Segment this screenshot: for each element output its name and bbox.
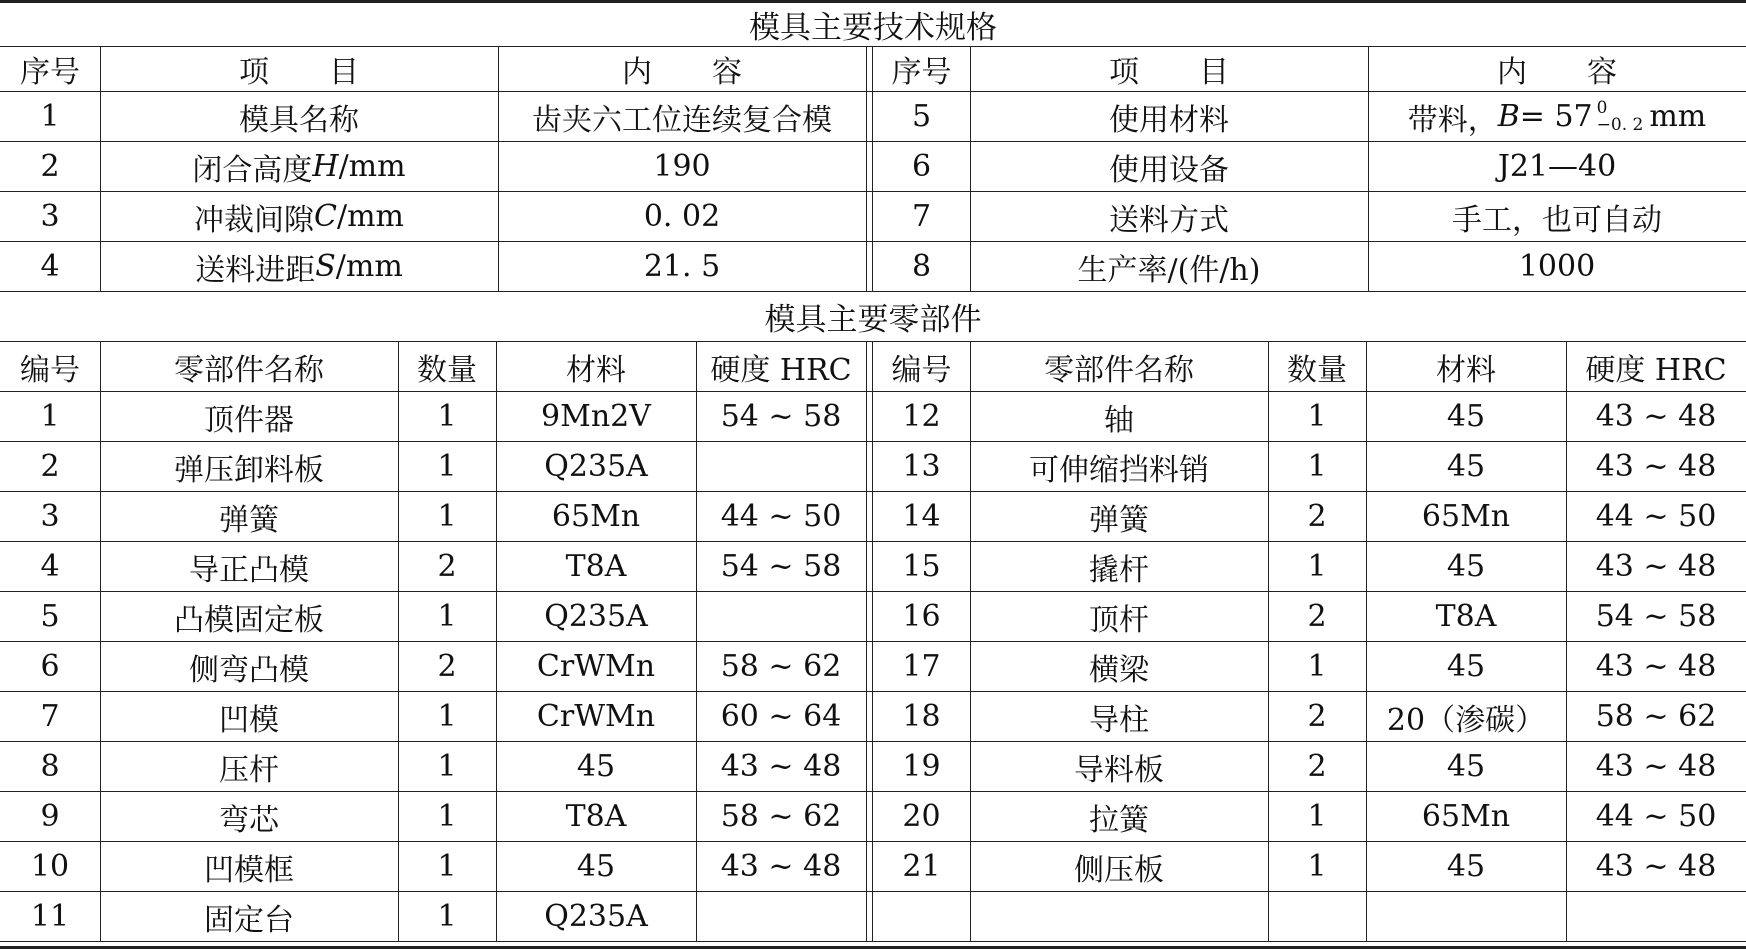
spec-row [0, 242, 1746, 292]
part-hardness: 44 ~ 50 [1595, 799, 1717, 834]
part-no: 11 [30, 899, 70, 934]
tolerance [1596, 97, 1644, 135]
part-qty: 2 [437, 549, 457, 584]
tolerance-upper: 0 [1596, 97, 1608, 118]
spec-content-material [1368, 92, 1746, 141]
part-name: 侧压板 [1074, 852, 1164, 888]
part-no: 15 [902, 549, 941, 584]
part-no: 19 [902, 749, 941, 784]
table-row [0, 742, 1746, 792]
part-material: 45 [576, 849, 616, 884]
parts-header-row [0, 342, 1746, 392]
part-no: 10 [30, 849, 70, 884]
part-name: 可伸缩挡料销 [1029, 452, 1209, 488]
part-name: 弯芯 [219, 802, 279, 838]
spec-item-prefix: 闭合高度 [192, 152, 313, 188]
part-material: T8A [565, 799, 627, 834]
spec-item: 使用材料 [1109, 102, 1229, 138]
part-hardness: 44 ~ 50 [720, 499, 842, 534]
spec-content: 1000 [1518, 249, 1596, 284]
part-qty [1268, 892, 1366, 941]
spec-table-title: 模具主要技术规格 [749, 10, 997, 46]
part-no: 20 [902, 799, 941, 834]
part-hardness: 43 ~ 48 [1595, 449, 1717, 484]
part-qty: 1 [1307, 549, 1327, 584]
spec-item: 使用设备 [1109, 152, 1229, 188]
spec-header-item-left: 项 目 [239, 55, 359, 90]
spec-item-var: S [315, 249, 336, 284]
spec-content: 手工，也可自动 [1452, 202, 1662, 238]
part-material: 65Mn [1421, 499, 1511, 534]
part-no: 16 [902, 599, 941, 634]
spec-content-var: B [1497, 99, 1520, 134]
spec-no: 4 [40, 249, 60, 284]
spec-no: 1 [40, 99, 60, 134]
parts-title-row [0, 292, 1746, 342]
part-qty: 1 [1307, 449, 1327, 484]
header-hardness: 硬度 HRC [1585, 352, 1727, 388]
spec-no: 5 [911, 99, 932, 134]
spec-content-prefix: 带料， [1407, 102, 1498, 138]
part-name: 导正凸模 [189, 552, 309, 588]
tolerance-lower: −0. 2 [1596, 114, 1644, 135]
part-material: CrWMn [536, 699, 656, 734]
part-no: 9 [40, 799, 60, 834]
part-name: 横梁 [1089, 652, 1149, 688]
part-name: 导柱 [1089, 702, 1149, 738]
header-material: 材料 [1436, 352, 1496, 388]
part-material [1366, 892, 1566, 941]
part-no: 7 [40, 699, 60, 734]
table-row [0, 642, 1746, 692]
part-name: 拉簧 [1089, 802, 1149, 838]
part-hardness: 58 ~ 62 [1595, 699, 1717, 734]
part-material: 45 [1446, 399, 1486, 434]
spec-header-no-right: 序号 [891, 55, 952, 90]
part-name: 压杆 [219, 752, 279, 788]
part-qty: 1 [437, 749, 457, 784]
part-qty: 1 [437, 699, 457, 734]
part-no: 13 [902, 449, 941, 484]
part-hardness [1566, 892, 1746, 941]
part-hardness: 60 ~ 64 [720, 699, 842, 734]
part-material: T8A [565, 549, 627, 584]
part-hardness: 54 ~ 58 [720, 399, 842, 434]
part-name: 侧弯凸模 [189, 652, 309, 688]
part-hardness: 43 ~ 48 [1595, 649, 1717, 684]
part-name [970, 892, 1268, 941]
spec-content: J21—40 [1497, 149, 1617, 184]
spec-item-prefix: 冲裁间隙 [194, 202, 314, 238]
part-no: 17 [902, 649, 941, 684]
part-qty: 1 [1307, 849, 1327, 884]
spec-no: 6 [911, 149, 932, 184]
part-qty: 1 [1307, 399, 1327, 434]
header-no: 编号 [20, 352, 80, 388]
header-no: 编号 [891, 352, 952, 388]
header-name: 零部件名称 [1044, 352, 1194, 388]
part-name: 顶件器 [204, 402, 294, 438]
part-material: T8A [1435, 599, 1497, 634]
part-no: 18 [902, 699, 941, 734]
part-qty: 2 [1307, 599, 1327, 634]
spec-item: 生产率/(件/h) [1077, 252, 1261, 288]
part-hardness: 58 ~ 62 [720, 799, 842, 834]
spec-item: 模具名称 [239, 102, 359, 138]
spec-header-no-left: 序号 [20, 55, 80, 90]
part-hardness: 43 ~ 48 [720, 849, 842, 884]
part-no [873, 892, 970, 941]
part-name: 固定台 [204, 902, 294, 938]
part-material: 45 [1446, 549, 1486, 584]
spec-row [0, 192, 1746, 242]
header-material: 材料 [566, 352, 626, 388]
table-row [0, 542, 1746, 592]
part-material: 9Mn2V [541, 399, 651, 434]
part-no: 5 [40, 599, 60, 634]
part-material: 45 [1446, 749, 1486, 784]
part-qty: 1 [437, 599, 457, 634]
part-name: 顶杆 [1089, 602, 1149, 638]
spec-content-eq: = 57 [1519, 99, 1593, 134]
part-hardness: 43 ~ 48 [1595, 749, 1717, 784]
spec-no: 7 [911, 199, 932, 234]
part-hardness: 43 ~ 48 [1595, 549, 1717, 584]
part-material: 45 [1446, 449, 1486, 484]
spec-no: 8 [911, 249, 932, 284]
part-hardness: 43 ~ 48 [1595, 399, 1717, 434]
part-qty: 1 [437, 849, 457, 884]
part-name: 撬杆 [1089, 552, 1149, 588]
table-row [0, 592, 1746, 642]
part-no: 4 [40, 549, 60, 584]
header-name: 零部件名称 [174, 352, 324, 388]
spec-item-var: H [312, 149, 339, 184]
spec-item-unit: /mm [335, 249, 403, 284]
spec-item-unit: /mm [338, 149, 406, 184]
part-hardness: 54 ~ 58 [1595, 599, 1717, 634]
table-row [0, 842, 1746, 892]
part-hardness: 43 ~ 48 [1595, 849, 1717, 884]
parts-table-title: 模具主要零部件 [764, 302, 982, 338]
part-hardness [696, 892, 866, 941]
spec-row [0, 142, 1746, 192]
part-qty: 2 [1307, 499, 1327, 534]
spec-item-prefix: 送料进距 [195, 252, 316, 288]
part-material: Q235A [544, 449, 648, 484]
part-no: 8 [40, 749, 60, 784]
spec-item [100, 192, 498, 241]
table-row [0, 392, 1746, 442]
part-name: 凸模固定板 [174, 602, 324, 638]
table-row [0, 442, 1746, 492]
part-no: 12 [902, 399, 941, 434]
part-material: CrWMn [536, 649, 656, 684]
spec-header-item-right: 项 目 [1109, 55, 1229, 90]
header-hardness: 硬度 HRC [710, 352, 852, 388]
part-qty: 1 [437, 449, 457, 484]
part-no: 6 [40, 649, 60, 684]
part-no: 21 [902, 849, 941, 884]
part-name: 弹簧 [219, 502, 279, 538]
part-qty: 1 [1307, 799, 1327, 834]
part-material: Q235A [544, 599, 648, 634]
part-qty: 1 [437, 399, 457, 434]
part-name: 凹模框 [204, 852, 294, 888]
part-no: 1 [40, 399, 60, 434]
table-row [0, 792, 1746, 842]
part-hardness: 54 ~ 58 [720, 549, 842, 584]
spec-header-row [0, 47, 1746, 92]
spec-title-row [0, 3, 1746, 47]
part-hardness [696, 442, 866, 491]
table-row [0, 492, 1746, 542]
part-hardness: 43 ~ 48 [720, 749, 842, 784]
spec-item [100, 142, 498, 191]
part-no: 3 [40, 499, 60, 534]
header-qty: 数量 [1287, 352, 1347, 388]
part-no: 2 [40, 449, 60, 484]
part-hardness [696, 592, 866, 641]
spec-content-unit: mm [1649, 99, 1707, 134]
part-material: Q235A [544, 899, 648, 934]
part-name: 弹簧 [1089, 502, 1149, 538]
spec-content: 190 [653, 149, 711, 184]
part-name: 凹模 [219, 702, 279, 738]
part-qty: 2 [1307, 699, 1327, 734]
part-name: 弹压卸料板 [174, 452, 324, 488]
spec-row [0, 92, 1746, 142]
part-qty: 2 [1307, 749, 1327, 784]
spec-content: 0. 02 [643, 199, 721, 234]
spec-item: 送料方式 [1109, 202, 1229, 238]
part-material: 45 [1446, 849, 1486, 884]
part-material: 20（渗碳） [1386, 702, 1546, 738]
spec-no: 3 [40, 199, 60, 234]
part-qty: 1 [1307, 649, 1327, 684]
spec-item-unit: /mm [336, 199, 404, 234]
part-hardness: 44 ~ 50 [1595, 499, 1717, 534]
part-hardness: 58 ~ 62 [720, 649, 842, 684]
part-no: 14 [902, 499, 941, 534]
part-material: 45 [576, 749, 616, 784]
table-row [0, 892, 1746, 942]
spec-item-var: C [314, 199, 337, 234]
spec-header-content-right: 内 容 [1497, 55, 1617, 90]
part-material: 45 [1446, 649, 1486, 684]
spec-content: 21. 5 [643, 249, 721, 284]
part-material: 65Mn [551, 499, 641, 534]
spec-item [100, 242, 498, 291]
part-qty: 2 [437, 649, 457, 684]
part-name: 轴 [1104, 402, 1134, 438]
header-qty: 数量 [417, 352, 477, 388]
part-qty: 1 [437, 799, 457, 834]
part-material: 65Mn [1421, 799, 1511, 834]
spec-header-content-left: 内 容 [622, 55, 742, 90]
part-qty: 1 [437, 899, 457, 934]
spec-no: 2 [40, 149, 60, 184]
table-row [0, 692, 1746, 742]
spec-content: 齿夹六工位连续复合模 [532, 102, 832, 138]
part-name: 导料板 [1074, 752, 1164, 788]
part-qty: 1 [437, 499, 457, 534]
